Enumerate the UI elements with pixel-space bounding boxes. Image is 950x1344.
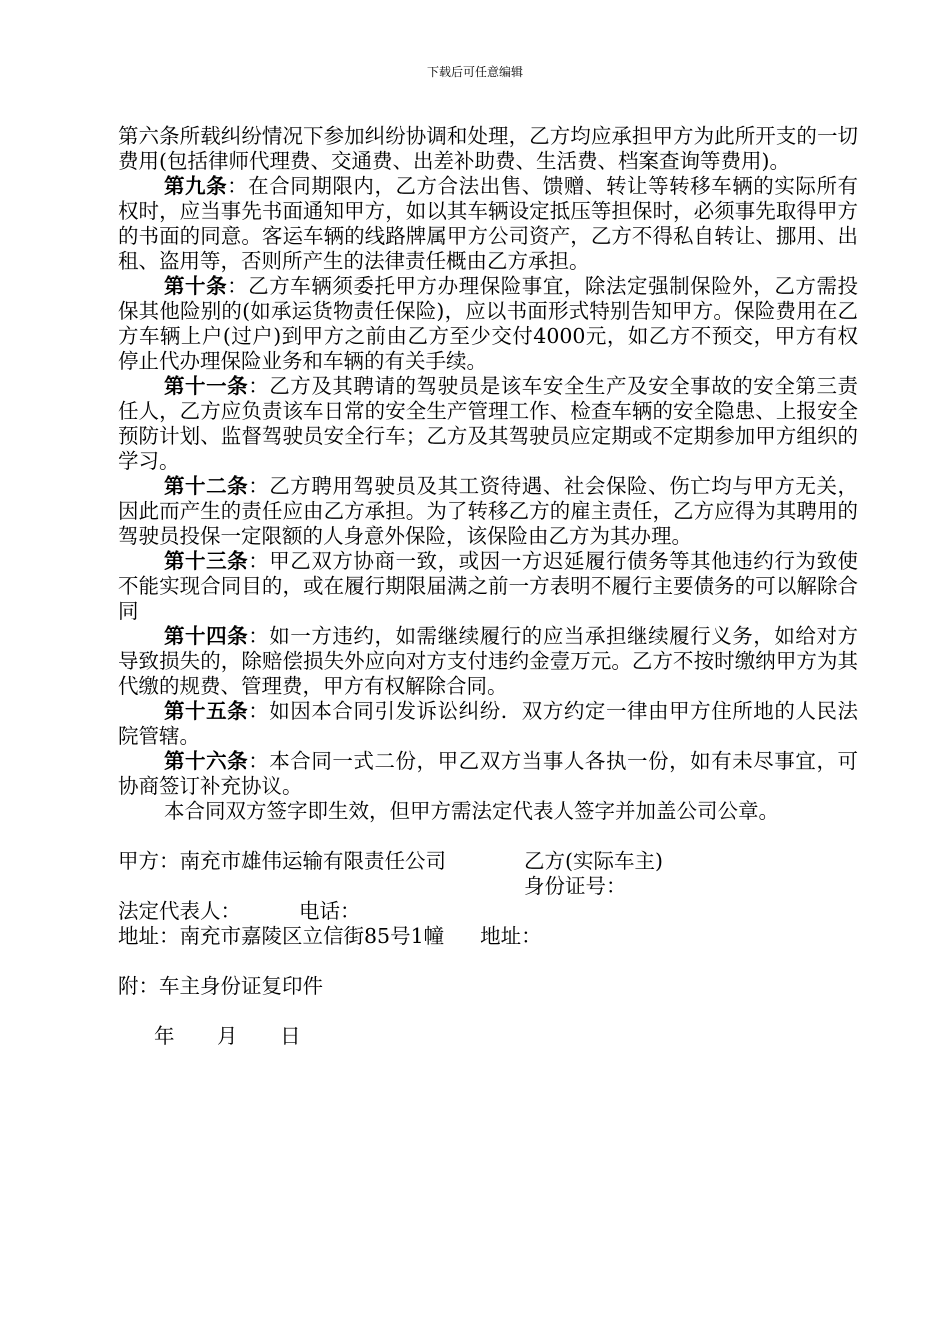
article-10-label: 第十条	[164, 274, 228, 298]
article-13	[118, 549, 858, 624]
date-year: 年	[154, 1024, 175, 1048]
contract-body	[118, 124, 858, 1049]
attachment-note: 附：车主身份证复印件	[118, 974, 323, 998]
signature-parties-row	[118, 849, 858, 874]
signature-rep-row	[118, 899, 858, 924]
date-month: 月	[217, 1024, 238, 1048]
spacer	[118, 999, 858, 1024]
article-12-text: ：乙方聘用驾驶员及其工资待遇、社会保险、伤亡均与甲方无关，因此而产生的责任应由乙方承担。为了转移乙方的雇主责任，乙方应得为其聘用的驾驶员投保一定限额的人身意外保险，该保险由乙方为其办理。	[118, 474, 858, 548]
party-a-address: 地址：南充市嘉陵区立信街85号1幢	[118, 924, 445, 948]
article-13-label: 第十三条	[164, 549, 249, 573]
page-header-note: 下载后可任意编辑	[426, 65, 523, 79]
date-day: 日	[280, 1024, 301, 1048]
article-12	[118, 474, 858, 549]
party-b-id-number: 身份证号：	[524, 874, 627, 898]
signature-id-spacer	[118, 874, 524, 899]
article-11	[118, 374, 858, 474]
article-10-text: ：乙方车辆须委托甲方办理保险事宜，除法定强制保险外，乙方需投保其他险别的(如承运货物责任保险)，应以书面形式特别告知甲方。保险费用在乙方车辆上户(过户)到甲方之前由乙方至少交付4000元，如乙方不预交，甲方有权停止代办理保险业务和车辆的有关手续。	[118, 274, 858, 373]
article-16-text: ：本合同一式二份，甲乙双方当事人各执一份，如有未尽事宜，可协商签订补充协议。	[118, 749, 858, 798]
article-14-label: 第十四条	[164, 624, 249, 648]
article-16	[118, 749, 858, 799]
article-9-label: 第九条	[164, 174, 228, 198]
article-11-label: 第十一条	[164, 374, 249, 398]
article-11-text: ：乙方及其聘请的驾驶员是该车安全生产及安全事故的安全第三责任人，乙方应负责该车日常的安全生产管理工作、检查车辆的安全隐患、上报安全预防计划、监督驾驶员安全行车；乙方及其驾驶员应定期或不定期参加甲方组织的学习。	[118, 374, 858, 473]
party-a-name: 甲方：南充市雄伟运输有限责任公司	[118, 849, 446, 873]
article-13-text: ：甲乙双方协商一致，或因一方迟延履行债务等其他违约行为致使不能实现合同目的，或在履行期限届满之前一方表明不履行主要债务的可以解除合同	[118, 549, 858, 623]
party-b-address: 地址：	[480, 924, 542, 948]
article-15-label: 第十五条	[164, 699, 249, 723]
article-14-text: ：如一方违约，如需继续履行的应当承担继续履行义务，如给对方导致损失的，除赔偿损失外应向对方支付违约金壹万元。乙方不按时缴纳甲方为其代缴的规费、管理费，甲方有权解除合同。	[118, 624, 858, 698]
article-16-label: 第十六条	[164, 749, 249, 773]
article-10	[118, 274, 858, 374]
signature-address-row	[118, 924, 858, 949]
spacer	[118, 824, 858, 849]
article-9-text: ：在合同期限内，乙方合法出售、馈赠、转让等转移车辆的实际所有权时，应当事先书面通知甲方，如以其车辆设定抵压等担保时，必须事先取得甲方的书面的同意。客运车辆的线路牌属甲方公司资产，乙方不得私自转让、挪用、出租、盗用等，否则所产生的法律责任概由乙方承担。	[118, 174, 858, 273]
signature-id-row	[118, 874, 858, 899]
effective-clause: 本合同双方签字即生效，但甲方需法定代表人签字并加盖公司公章。	[164, 799, 779, 823]
signing-date	[118, 1024, 858, 1049]
article-15	[118, 699, 858, 749]
article-9	[118, 174, 858, 274]
spacer	[118, 949, 858, 974]
article-14	[118, 624, 858, 699]
party-b-name: 乙方(实际车主)	[524, 849, 663, 873]
continuation-paragraph: 第六条所载纠纷情况下参加纠纷协调和处理，乙方均应承担甲方为此所开支的一切费用(包括律师代理费、交通费、出差补助费、生活费、档案查询等费用)。	[118, 124, 858, 173]
article-15-text: ：如因本合同引发诉讼纠纷．双方约定一律由甲方住所地的人民法院管辖。	[118, 699, 858, 748]
legal-representative-label: 法定代表人：	[118, 899, 241, 923]
article-12-label: 第十二条	[164, 474, 249, 498]
phone-label: 电话：	[299, 899, 361, 923]
